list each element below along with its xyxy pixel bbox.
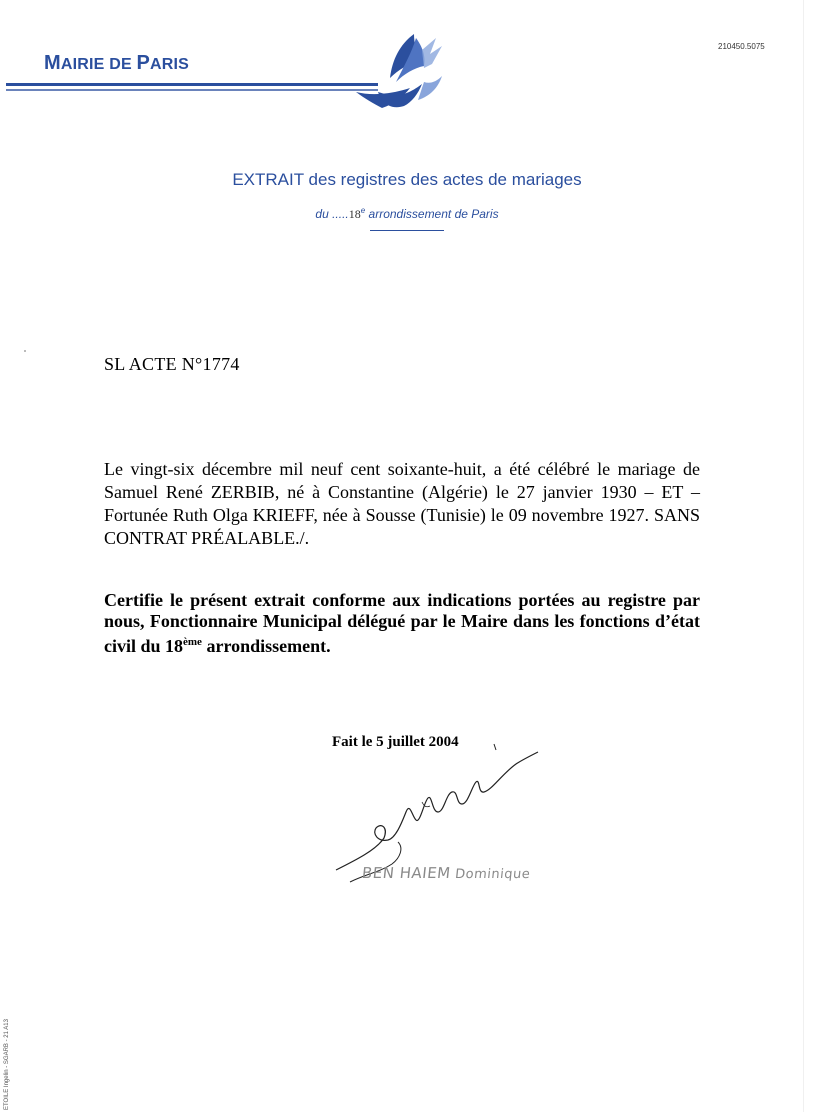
document-title: EXTRAIT des registres des actes de mariages (232, 170, 582, 189)
acte-number: SL ACTE N°1774 (104, 354, 240, 374)
marriage-record-text: Le vingt-six décembre mil neuf cent soixante-huit, a été célébré le mariage de Samuel René ZERBIB, né à Constantine (Algérie) le 27 janvier 1930 – ET – Fortunée Ruth Olga KRIEFF, née à Sousse (Tunisie) le 09 novembre 1927. SANS CONTRAT PRÉALABLE./. (104, 459, 700, 548)
reference-number: 210450.5075 (718, 42, 765, 51)
date-line: Fait le 5 juillet 2004 (332, 734, 459, 750)
scan-speck (24, 350, 26, 352)
page-edge-line (803, 0, 804, 1112)
arrondissement-number: 18 (348, 207, 361, 221)
arrondissement-line: du .....18e arrondissement de Paris (315, 206, 499, 221)
certification-text: Certifie le présent extrait conforme aux indications portées au registre par nous, Fonctionnaire Municipal délégué par le Maire dans les fonctions d’état civil du 18ème arrondissement. (104, 590, 700, 656)
org-name: MAIRIE DE PARIS (44, 52, 190, 74)
header-band-bottom (6, 89, 378, 91)
arrondissement-underline (370, 230, 444, 231)
header-band-top (6, 83, 378, 86)
printer-mark: ETOILE Ingelin - SGARB - 21 A13 (4, 1019, 10, 1110)
mairie-de-paris-ship-logo-icon (352, 30, 448, 120)
signatory-stamp: BEN HAIEM Dominique (361, 864, 531, 882)
